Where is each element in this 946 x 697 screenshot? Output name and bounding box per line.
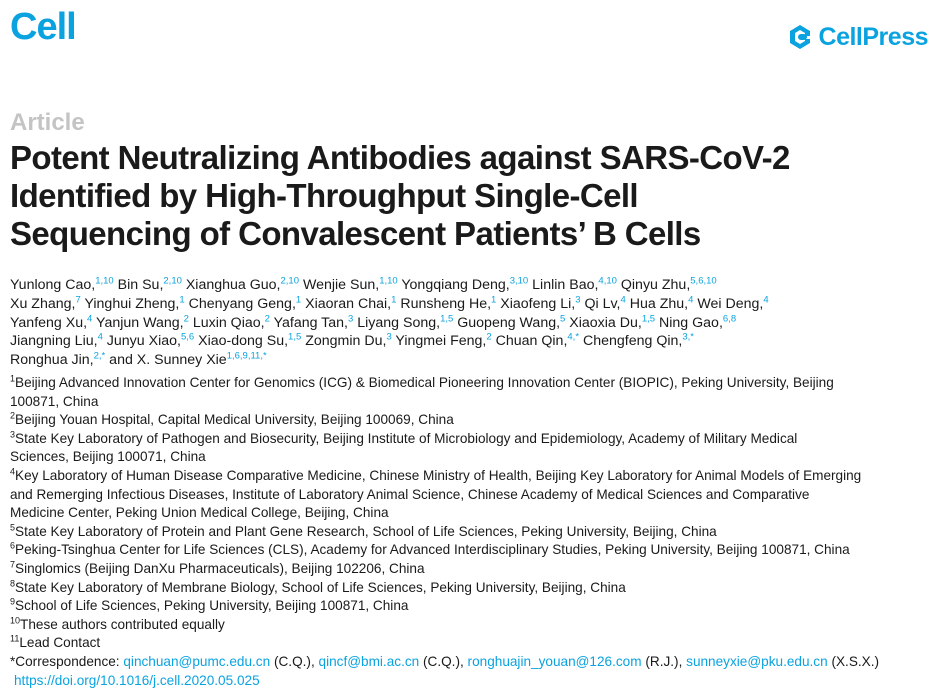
author-line [10,332,940,351]
affiliation-link[interactable]: 1 [491,294,497,306]
author-name: and X. Sunney Xie [105,352,227,369]
cellpress-logo-icon [785,22,815,52]
author-name: Luxin Qiao, [188,314,265,331]
publisher-name: CellPress [818,22,928,51]
affiliation-line [10,374,940,393]
affiliation-text: 100871, China [10,393,99,409]
affiliation-link[interactable]: 5,6,10 [690,275,717,287]
author-name: Yafang Tan, [269,314,348,331]
affiliation-link[interactable]: 1,6,9,11,* [226,350,267,362]
affiliation-link[interactable]: 2 [264,312,270,324]
affiliation-link[interactable]: 1,10 [379,275,398,287]
affiliation-link[interactable]: 1,5 [440,312,454,324]
author-name: Linlin Bao, [528,277,599,293]
affiliation-link[interactable]: 4 [763,294,769,306]
affiliation-line [10,393,940,412]
affiliation-number: 4 [10,466,16,477]
affiliation-line [10,579,940,598]
author-name: Wei Deng, [693,295,764,312]
affiliation-text: School of Life Sciences, Peking University, Beijing 100871, China [15,598,409,614]
correspondent-initials: (C.Q.), [270,654,319,669]
affiliation-link[interactable]: 3 [386,331,392,343]
article-title [10,139,930,253]
affiliation-link[interactable]: 4 [620,294,626,306]
author-name: Junyu Xiao, [102,333,181,350]
affiliation-text: These authors contributed equally [20,616,225,632]
affiliation-link[interactable]: 1 [295,294,302,306]
author-name: Qinyu Zhu, [616,277,691,293]
affiliation-link[interactable]: 4 [87,312,93,324]
author-name: Wenjie Sun, [299,277,380,293]
affiliation-link[interactable]: 2 [486,331,492,343]
affiliation-number: 7 [10,559,16,570]
affiliation-link[interactable]: 1 [179,294,185,306]
affiliation-number: 9 [10,596,16,607]
doi [14,672,260,691]
author-name: Hua Zhu, [625,295,689,312]
affiliation-link[interactable]: 5 [560,312,566,324]
author-name: Ronghua Jin, [10,352,94,369]
title-line: Identified by High-Throughput Single-Cell [10,177,639,214]
affiliation-link[interactable]: 2,10 [163,275,182,287]
affiliation-text: Beijing Youan Hospital, Capital Medical University, Beijing 100069, China [15,412,454,428]
affiliation-number: 11 [10,633,20,644]
affiliation-line [10,541,940,560]
affiliation-link[interactable]: 1,5 [288,331,302,343]
affiliation-number: 10 [10,615,21,626]
author-name: Yingmei Feng, [391,333,487,350]
affiliation-line [10,411,940,430]
affiliation-line [10,467,940,486]
affiliation-line [10,597,940,616]
affiliation-line [10,560,940,579]
correspondent-initials: (X.S.X.) [827,654,880,669]
email-link[interactable]: qincf@bmi.ac.cn [318,654,420,669]
author-name: Zongmin Du, [301,333,387,350]
correspondent-initials: (R.J.), [641,654,687,669]
affiliation-link[interactable]: 1,5 [641,312,656,324]
author-name: Liyang Song, [353,314,441,331]
affiliation-link[interactable]: 3 [575,294,581,306]
author-name: Yunlong Cao, [10,277,96,293]
affiliation-text: State Key Laboratory of Protein and Plant Gene Research, School of Life Sciences, Peking University, Beijing, China [15,523,717,539]
correspondence [10,653,940,672]
journal-logo[interactable]: Cell [10,6,76,48]
affiliation-link[interactable]: 2,* [93,350,106,362]
author-name: Guopeng Wang, [453,314,561,331]
author-name: Yinghui Zheng, [80,295,180,312]
author-name: Ning Gao, [655,314,723,331]
author-name: Runsheng He, [396,295,492,312]
affiliation-line [10,504,940,523]
affiliation-link[interactable]: 3,* [682,331,694,343]
affiliation-text: State Key Laboratory of Membrane Biology, School of Life Sciences, Peking University, Beijing, China [15,579,626,595]
article-type-label: Article [10,109,85,136]
affiliation-text: Sciences, Beijing 100071, China [10,449,206,465]
affiliation-text: Beijing Advanced Innovation Center for Genomics (ICG) & Biomedical Pioneering Innovation Center (BIOPIC), Peking University, Beijing [15,375,834,390]
author-name: Xu Zhang, [10,295,76,312]
affiliation-text: Medicine Center, Peking Union Medical College, Beijing, China [10,505,389,521]
affiliation-number: 3 [10,429,16,440]
affiliation-number: 5 [10,522,16,533]
author-name: Yanfeng Xu, [10,314,88,331]
affiliation-text: Singlomics (Beijing DanXu Pharmaceuticals), Beijing 102206, China [15,560,425,576]
affiliation-link[interactable]: 4 [688,294,694,306]
affiliation-line [10,523,940,542]
affiliation-link[interactable]: 7 [75,294,81,306]
author-name: Chenyang Geng, [184,295,296,312]
affiliation-line [10,486,940,505]
affiliation-text: Key Laboratory of Human Disease Comparative Medicine, Chinese Ministry of Health, Beijing Key Laboratory for Animal Models of Emerging [15,467,862,483]
affiliation-line [10,448,940,467]
publisher-logo[interactable] [785,22,928,52]
author-name: Yanjun Wang, [92,314,184,331]
affiliation-link[interactable]: 3 [348,312,354,324]
affiliation-text: Peking-Tsinghua Center for Life Sciences (CLS), Academy for Advanced Interdisciplinary Studies, Peking University, Beijing 100871, China [15,542,850,558]
email-link[interactable]: sunneyxie@pku.edu.cn [686,654,828,669]
affiliation-text: State Key Laboratory of Pathogen and Biosecurity, Beijing Institute of Microbiology and Epidemiology, Academy of Military Medical [15,430,798,446]
affiliation-link[interactable]: 1 [391,294,397,306]
author-line [10,295,940,314]
affiliation-number: 1 [10,373,16,384]
affiliation-number: 6 [10,540,16,551]
correspondent-initials: (C.Q.), [419,654,468,669]
author-name: Qi Lv, [580,295,621,312]
title-line: Sequencing of Convalescent Patients’ B Cells [10,215,701,252]
affiliation-text: Lead Contact [19,635,101,651]
affiliation-line [10,616,940,635]
author-name: Xiaofeng Li, [496,295,576,312]
email-link[interactable]: qinchuan@pumc.edu.cn [123,654,271,669]
email-link[interactable]: ronghuajin_youan@126.com [467,654,642,669]
author-line [10,276,940,295]
affiliation-line [10,634,940,653]
author-name: Jiangning Liu, [10,333,98,350]
author-name: Xianghua Guo, [181,277,281,293]
author-name: Bin Su, [113,277,164,293]
author-name: Chengfeng Qin, [579,333,683,350]
affiliation-link[interactable]: 3,10 [509,275,529,287]
affiliation-number: 2 [10,410,16,421]
affiliation-link[interactable]: 1,10 [95,275,114,287]
affiliation-link[interactable]: 4 [97,331,103,343]
affiliation-line [10,430,940,449]
author-name: Xiaoxia Du, [565,314,642,331]
author-line [10,314,940,333]
affiliation-link[interactable]: 6,8 [722,312,737,324]
author-name: Chuan Qin, [491,333,568,350]
affiliation-link[interactable]: 2 [183,312,189,324]
doi-link[interactable]: https://doi.org/10.1016/j.cell.2020.05.025 [14,673,260,688]
correspondence-label: *Correspondence: [10,654,124,669]
affiliation-link[interactable]: 4,* [567,331,580,343]
title-line: Potent Neutralizing Antibodies against SARS-CoV-2 [10,139,790,176]
author-name: Xiao-dong Su, [194,333,289,350]
affiliation-list [10,374,940,653]
affiliation-link[interactable]: 4,10 [598,275,617,287]
author-name: Xiaoran Chai, [301,295,392,312]
author-name: Yongqiang Deng, [397,277,510,293]
affiliation-link[interactable]: 2,10 [280,275,299,287]
affiliation-text: and Remerging Infectious Diseases, Institute of Laboratory Animal Science, Chinese Academy of Medical Sciences and Comparative [10,486,810,502]
affiliation-link[interactable]: 5,6 [180,331,195,343]
affiliation-number: 8 [10,578,16,588]
author-list [10,276,940,370]
author-line [10,351,940,370]
